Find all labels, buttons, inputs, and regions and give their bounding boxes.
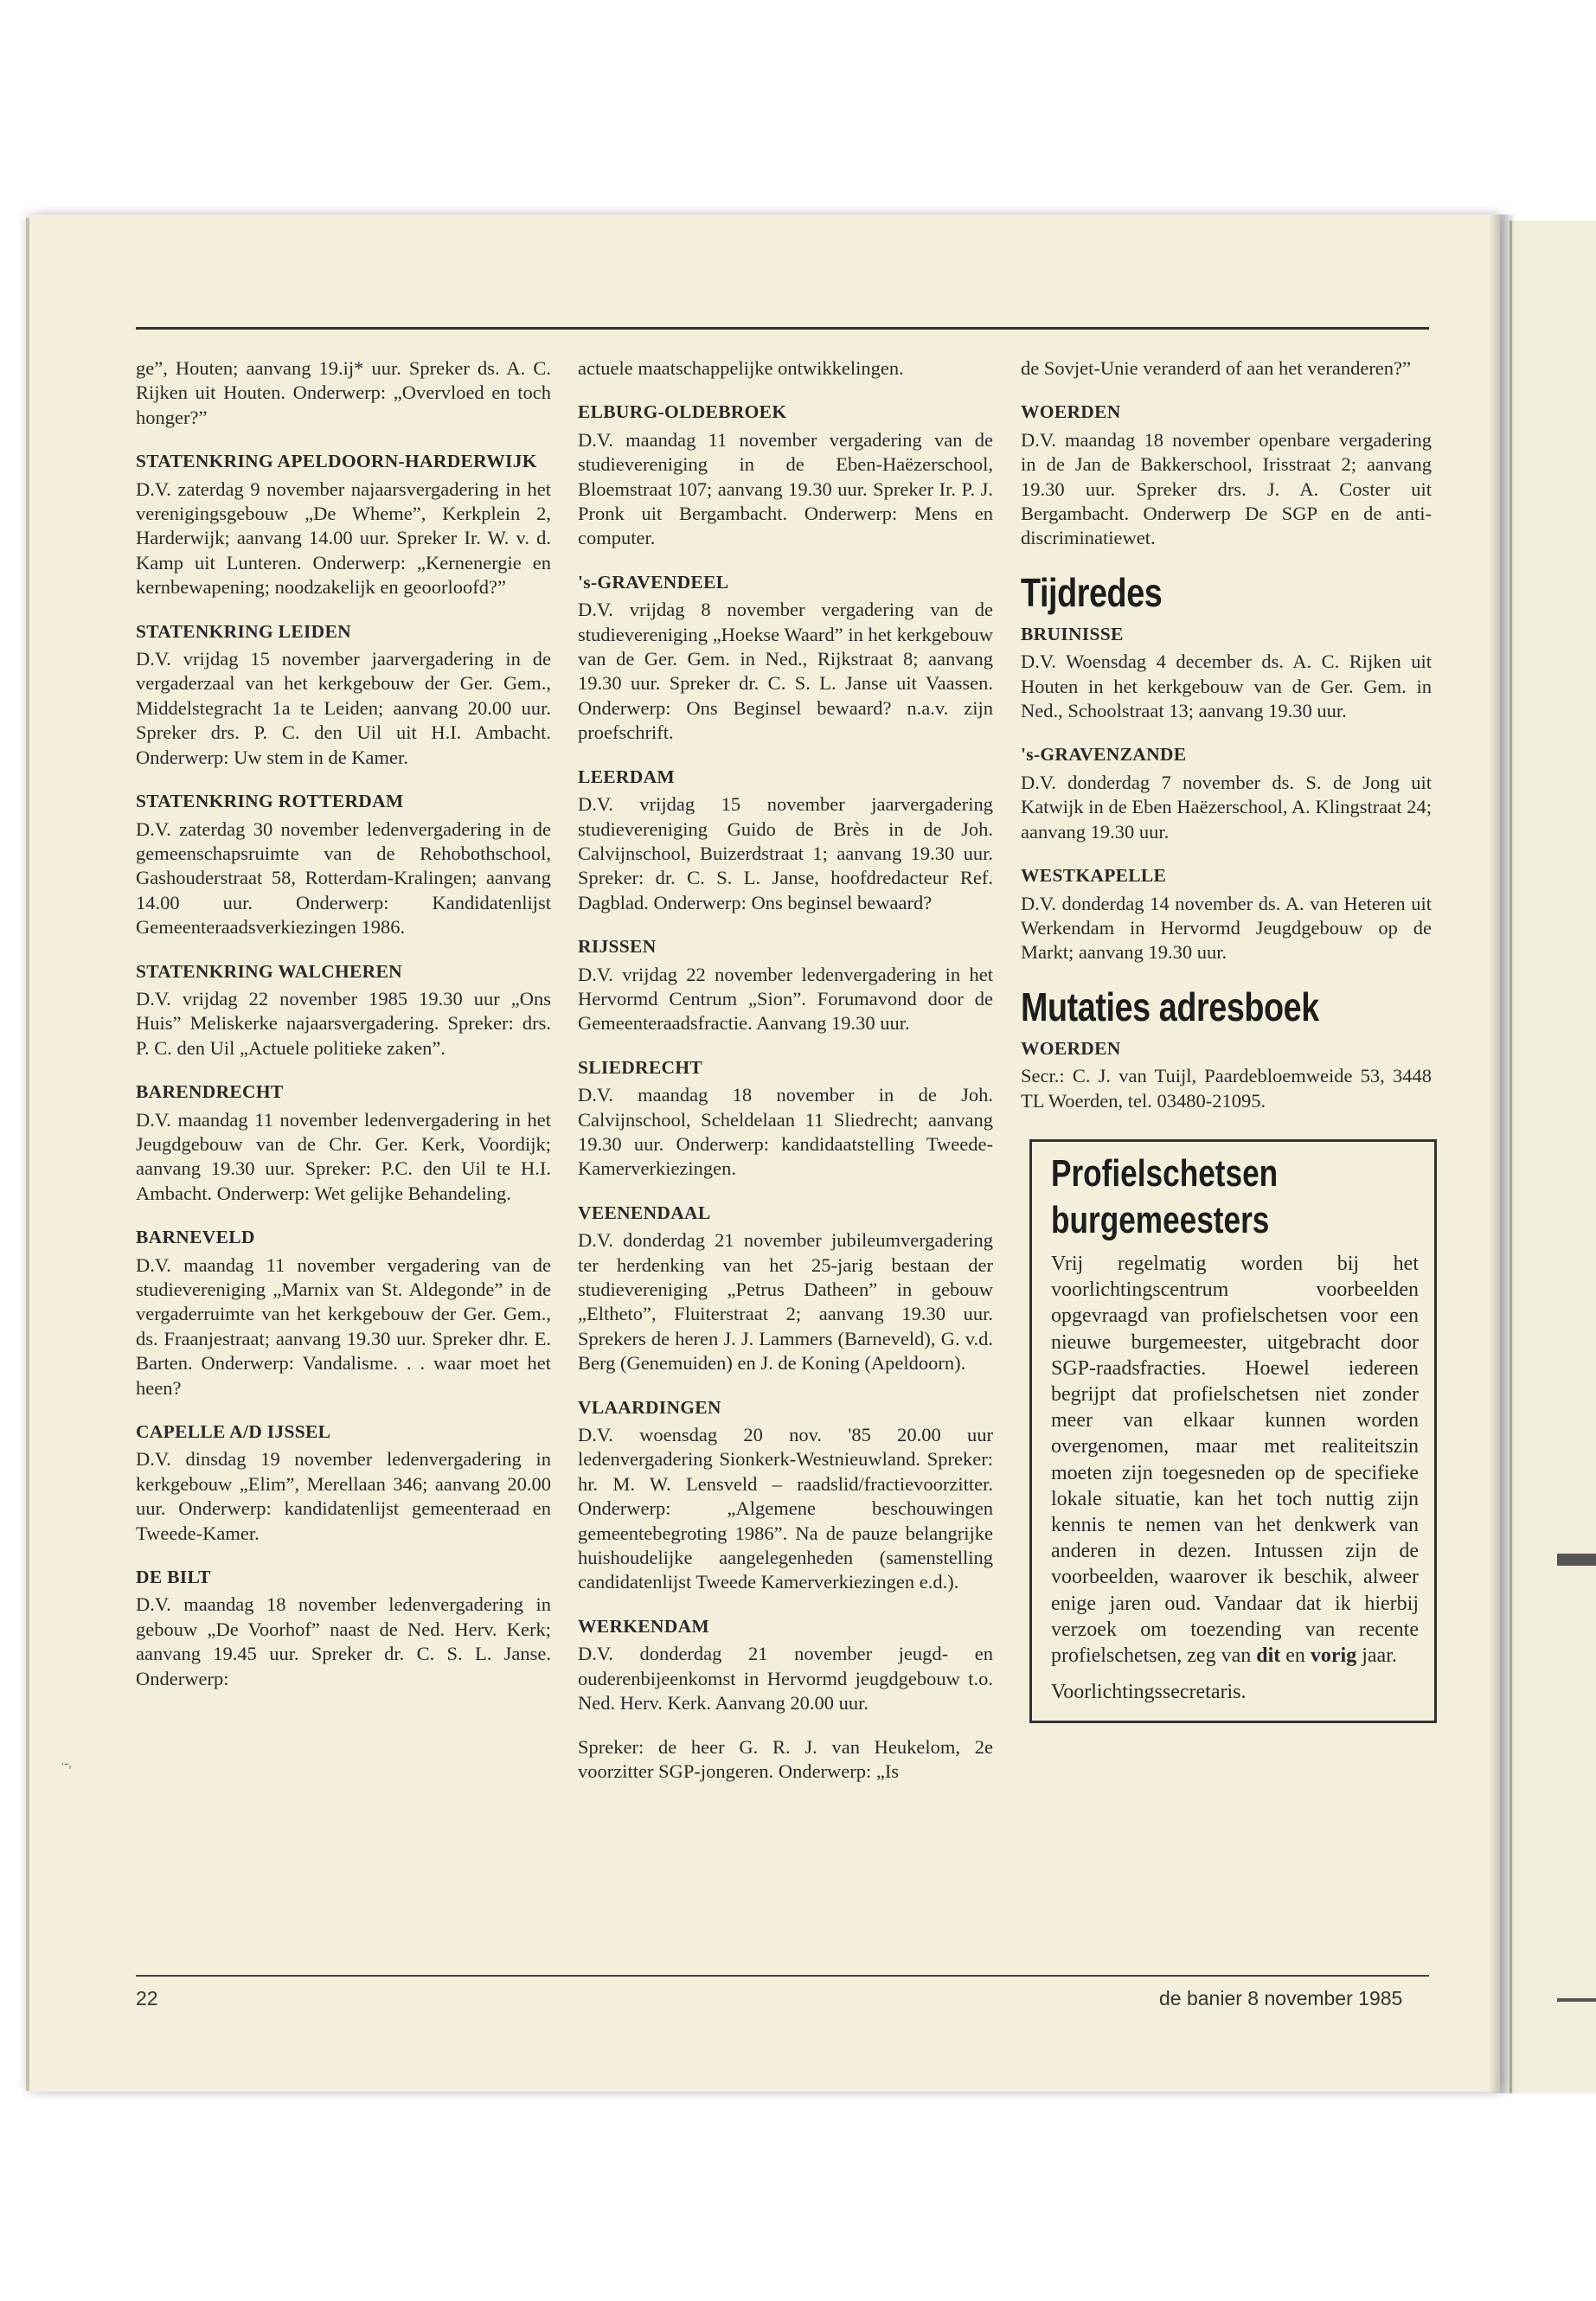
page-number: 22 <box>136 1987 158 2009</box>
announcement-body: D.V. vrijdag 22 november ledenvergadering in het Hervormd Centrum „Sion”. Forumavond door de Gemeenteraadsfractie. Aanvang 19.30 uur. <box>578 963 993 1035</box>
announcement-heading: WOERDEN <box>1021 1037 1121 1059</box>
announcement-body: D.V. donderdag 14 november ds. A. van Heteren uit Werkendam in Hervormd Jeugdgebouw op de Markt; aanvang 19.30 uur. <box>1021 892 1432 964</box>
announcement-body: D.V. vrijdag 15 november jaarvergadering studievereniging Guido de Brès in de Joh. Calvijnschool, Buizerdstraat 1; aanvang 19.30 uur. Spreker: dr. C. S. L. Janse, hoofdredacteur Ref. Dagblad. Onderwerp: Ons beginsel bewaard? <box>578 793 993 913</box>
announcement-body: D.V. donderdag 7 november ds. S. de Jong uit Katwijk in de Eben Haëzerschool, A. Klingstraat 24; aanvang 19.30 uur. <box>1021 771 1432 843</box>
announcement-body: D.V. donderdag 21 november jeugd- en ouderenbijeenkomst in Hervormd jeugdgebouw t.o. Ned. Herv. Kerk. Aanvang 20.00 uur. <box>578 1643 993 1715</box>
mutaties-heading: Mutaties adresboek <box>1021 984 1319 1029</box>
announcement <box>136 1080 551 1206</box>
announcement-body: D.V. maandag 11 november ledenvergadering in het Jeugdgebouw van de Chr. Ger. Kerk, Voordijk; aanvang 19.30 uur. Spreker: P.C. den Uil te H.I. Ambacht. Onderwerp: Wet gelijke Behandeling. <box>136 1108 551 1204</box>
announcement-body: D.V. maandag 18 november openbare vergadering in de Jan de Bakkerschool, Irisstraat 2; aanvang 19.30 uur. Spreker drs. J. A. Coster uit Bergambacht. Onderwerp De SGP en de anti-discriminatiewet. <box>1021 428 1432 549</box>
adjacent-page-edge <box>1509 221 1596 2093</box>
announcement-body: D.V. donderdag 21 november jubileumvergadering ter herdenking van het 25-jarig bestaan der studievereniging „Petrus Datheen” in gebouw „Eltheto”, Fluiterstraat 2; aanvang 19.30 uur. Sprekers de heren J. J. Lammers (Barneveld), G. v.d. Berg (Genemuiden) en J. de Koning (Apeldoorn). <box>578 1229 993 1375</box>
announcement <box>578 934 993 1036</box>
announcement-heading: CAPELLE A/D IJSSEL <box>136 1421 331 1443</box>
announcement-heading: RIJSSEN <box>578 936 657 958</box>
announcement <box>136 1565 551 1691</box>
announcement-body: D.V. zaterdag 30 november ledenvergadering in de gemeenschapsruimte van de Rehobothschool, Gashouderstraat 58, Rotterdam-Kralingen; aanvang 14.00 uur. Onderwerp: Kandidatenlijst Gemeenteraadsverkiezingen 1986. <box>136 817 551 939</box>
announcement <box>578 1201 993 1376</box>
top-rule <box>136 327 1429 330</box>
profielschetsen-box <box>1029 1139 1437 1723</box>
box-body-text-b: en <box>1280 1644 1311 1667</box>
column-3-top <box>1021 356 1432 551</box>
column-1 <box>136 356 551 1710</box>
announcement <box>136 1420 551 1546</box>
announcement-body: Spreker: de heer G. R. J. van Heukelom, 2e voorzitter SGP-jongeren. Onderwerp: „Is <box>578 1735 993 1782</box>
column-3 <box>1021 356 1432 1723</box>
announcement <box>1021 863 1432 965</box>
magazine-date: de banier 8 november 1985 <box>1159 1987 1403 2009</box>
announcement-body: actuele maatschappelijke ontwikkelingen. <box>578 357 904 379</box>
announcement-body: D.V. maandag 11 november vergadering van de studievereniging „Marnix van St. Aldegonde” in de vergaderruimte van het kerkgebouw der Ger. Gem., ds. Fraanjestraat; aanvang 19.30 uur. Spreker dhr. E. Barten. Onderwerp: Vandalisme. . . waar moet het heen? <box>136 1253 551 1399</box>
announcement-heading: BARNEVELD <box>136 1227 255 1248</box>
announcement <box>136 449 551 599</box>
announcement-heading: ELBURG-OLDEBROEK <box>578 401 787 423</box>
announcement <box>1021 622 1432 724</box>
box-body-text-a: Vrij regelmatig worden bij het voorlichtingscentrum voorbeelden opgevraagd van profielschetsen voor een nieuwe burgemeester, uitgebracht door SGP-raadsfracties. Hoewel iedereen begrijpt dat profielschetsen niet zonder meer van elkaar kunnen worden overgenomen, maar met realiteitszin moeten zijn toegesneden op de specifieke lokale situatie, kan het toch nuttig zijn kennis te nemen van het denkwerk van anderen in dezen. Intussen zijn de voorbeelden, waarover ik beschik, alweer enige jaren oud. Vandaar dat ik hierbij verzoek om toezending van recente profielschetsen, zeg van <box>1051 1252 1419 1667</box>
announcement-heading: STATENKRING LEIDEN <box>136 620 351 642</box>
announcement-heading: WESTKAPELLE <box>1021 865 1167 887</box>
stray-mark: ·-‚ <box>61 1756 72 1770</box>
announcement <box>578 570 993 746</box>
announcement <box>136 619 551 770</box>
mutaties-list <box>1021 1036 1432 1113</box>
announcement <box>578 400 993 550</box>
announcement <box>1021 400 1432 550</box>
announcement-body: D.V. vrijdag 22 november 1985 19.30 uur „Ons Huis” Meliskerke najaarsvergadering. Spreker: drs. P. C. den Uil „Actuele politieke zaken”. <box>136 987 551 1059</box>
announcement-body: D.V. maandag 11 november vergadering van de studievereniging in de Eben-Haëzerschool, Bloemstraat 107; aanvang 19.30 uur. Spreker Ir. P. J. Pronk uit Bergambacht. Onderwerp: Mens en computer. <box>578 428 993 549</box>
announcement-body: D.V. vrijdag 15 november jaarvergadering in de vergaderzaal van het kerkgebouw der Ger. Gem., Middelstegracht 1a te Leiden; aanvang 20.00 uur. Spreker drs. P. C. den Uil uit H.I. Ambacht. Onderwerp: Uw stem in de Kamer. <box>136 648 551 768</box>
announcement-heading: 's-GRAVENDEEL <box>578 571 729 593</box>
tijdredes-heading: Tijdredes <box>1021 569 1163 615</box>
box-body <box>1051 1251 1419 1669</box>
announcement <box>136 959 551 1061</box>
announcement <box>1021 742 1432 844</box>
box-title-line2: burgemeesters <box>1051 1198 1270 1241</box>
announcement <box>578 1395 993 1595</box>
announcement-body: D.V. woensdag 20 nov. '85 20.00 uur ledenvergadering Sionkerk-Westnieuwland. Spreker: hr. M. W. Lensveld – raadslid/fractievoorzitter. Onderwerp: „Algemene beschouwingen gemeentebegroting 1986”. Na de pauze belangrijke huishoudelijke aangelegenheden (samenstelling candidatenlijst Tweede Kamerverkiezingen e.d.). <box>578 1424 993 1593</box>
announcement-body: Secr.: C. J. van Tuijl, Paardebloemweide 53, 3448 TL Woerden, tel. 03480-21095. <box>1021 1065 1432 1112</box>
announcement-body: D.V. maandag 18 november ledenvergadering in gebouw „De Voorhof” naast de Ned. Herv. Kerk; aanvang 19.45 uur. Spreker dr. C. S. L. Janse. Onderwerp: <box>136 1593 551 1689</box>
announcement <box>136 789 551 939</box>
announcement-body: D.V. Woensdag 4 december ds. A. C. Rijken uit Houten in het kerkgebouw van de Ger. Gem. in Ned., Schoolstraat 13; aanvang 19.30 uur. <box>1021 651 1432 722</box>
announcement-heading: SLIEDRECHT <box>578 1056 702 1078</box>
announcement-heading: STATENKRING ROTTERDAM <box>136 791 404 812</box>
announcement <box>578 1055 993 1182</box>
announcement <box>136 1225 551 1400</box>
announcement <box>578 356 993 381</box>
announcement-heading: VLAARDINGEN <box>578 1396 721 1418</box>
bottom-rule <box>136 1975 1429 1977</box>
announcement-heading: WOERDEN <box>1021 401 1121 423</box>
announcement <box>136 356 551 430</box>
column-2 <box>578 356 993 1803</box>
announcement-heading: LEERDAM <box>578 766 675 787</box>
announcement <box>1021 1036 1432 1113</box>
announcement-heading: BRUINISSE <box>1021 623 1124 644</box>
box-title-line1: Profielschetsen <box>1051 1151 1279 1195</box>
tijdredes-list <box>1021 622 1432 965</box>
announcement <box>578 1614 993 1716</box>
announcement-heading: WERKENDAM <box>578 1615 710 1637</box>
edge-bar <box>1557 1554 1596 1566</box>
edge-bar <box>1557 1998 1596 2002</box>
announcement <box>578 1735 993 1785</box>
announcement-body: ge”, Houten; aanvang 19.ij* uur. Spreker ds. A. C. Rijken uit Houten. Onderwerp: „Overvloed en toch honger?” <box>136 357 551 428</box>
announcement-body: D.V. zaterdag 9 november najaarsvergadering in het verenigingsgebouw „De Wheme”, Kerkplein 2, Harderwijk; aanvang 14.00 uur. Spreker Ir. W. v. d. Kamp uit Lunteren. Onderwerp: „Kernenergie en kernbewapening; noodzakelijk en geoorloofd?” <box>136 478 551 599</box>
announcement-body: D.V. dinsdag 19 november ledenvergadering in kerkgebouw „Elim”, Merellaan 346; aanvang 20.00 uur. Onderwerp: kandidatenlijst gemeenteraad en Tweede-Kamer. <box>136 1448 551 1544</box>
box-body-text-c: jaar. <box>1356 1644 1397 1667</box>
announcement-heading: DE BILT <box>136 1567 211 1588</box>
announcement-body: D.V. maandag 18 november in de Joh. Calvijnschool, Scheldelaan 11 Sliedrecht; aanvang 19.30 uur. Onderwerp: kandidaatstelling Tweede-Kamerverkiezingen. <box>578 1084 993 1180</box>
announcement-heading: STATENKRING APELDOORN-HARDERWIJK <box>136 451 537 472</box>
announcement-heading: VEENENDAAL <box>578 1202 711 1223</box>
box-bold-vorig: vorig <box>1310 1644 1357 1667</box>
announcement <box>1021 356 1432 381</box>
box-bold-dit: dit <box>1256 1644 1281 1667</box>
announcement <box>578 765 993 915</box>
box-signature: Voorlichtingssecretaris. <box>1051 1681 1247 1704</box>
announcement-heading: STATENKRING WALCHEREN <box>136 960 402 982</box>
announcement-heading: 's-GRAVENZANDE <box>1021 744 1187 766</box>
announcement-body: de Sovjet-Unie veranderd of aan het veranderen?” <box>1021 357 1412 379</box>
announcement-heading: BARENDRECHT <box>136 1081 284 1103</box>
gutter-shadow <box>1490 215 1514 2093</box>
announcement-body: D.V. vrijdag 8 november vergadering van de studievereniging „Hoekse Waard” in het kerkgebouw van de Ger. Gem. in Ned., Rijkstraat 8; aanvang 19.30 uur. Spreker dr. C. S. L. Janse uit Vaassen. Onderwerp: Ons Beginsel bewaard? n.a.v. zijn proefschrift. <box>578 599 993 744</box>
